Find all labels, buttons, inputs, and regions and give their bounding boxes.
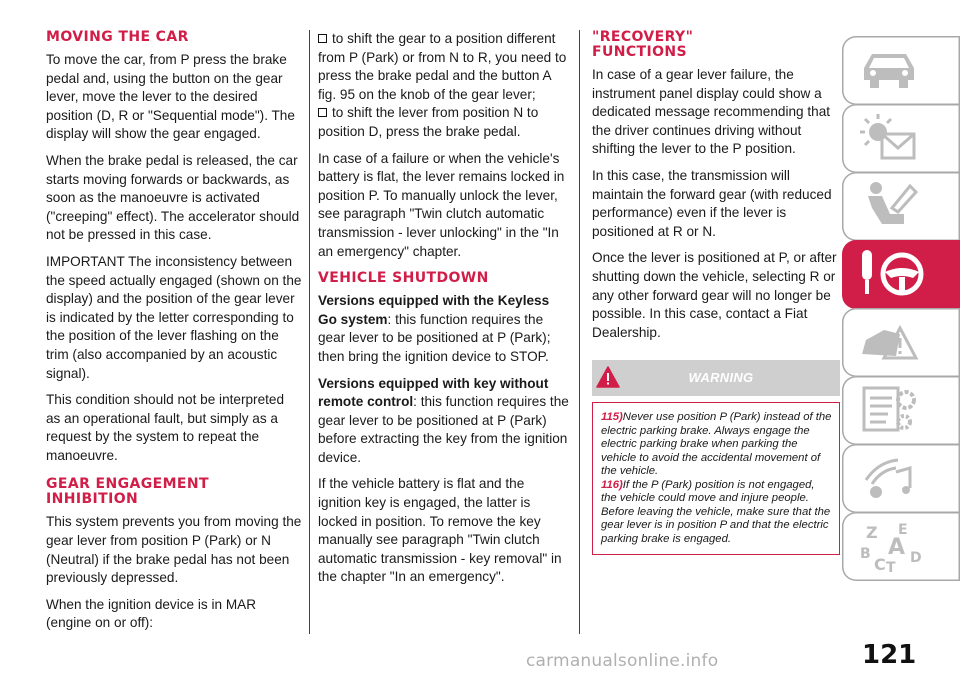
- svg-text:C: C: [874, 555, 886, 574]
- paragraph-keyless: Versions equipped with the Keyless Go system: this function requires the gear lever to be positioned at P (Park); then bring the ignition device to STOP.: [318, 293, 551, 364]
- warning-lights-icon: [856, 110, 926, 166]
- chapter-tab-emergency[interactable]: [842, 308, 960, 377]
- warning-item: 116)If the P (Park) position is not engaged, the vehicle could move and injure people. Before leaving the vehicle, make sure that the gear lever is in position P and that the electric parking brake is engaged.: [601, 478, 831, 545]
- heading-gear-engagement-inhibition: GEAR ENGAGEMENT INHIBITION: [46, 476, 209, 508]
- car-icon: [856, 42, 926, 98]
- paragraph: In case of a gear lever failure, the instrument panel display could show a dedicated message recommending that the driver continues driving without shifting the lever to the P position.: [592, 67, 831, 157]
- paragraph: In case of a failure or when the vehicle's battery is flat, the lever remains locked in position P. To manually unlock the lever, see paragraph "Twin clutch automatic transmission - lever unlocking" in the "In an emergency" chapter.: [318, 150, 565, 259]
- page-number: 121: [862, 640, 917, 670]
- checkbox-bullet-icon: [318, 34, 327, 43]
- column-2: [318, 30, 570, 595]
- paragraph: Once the lever is positioned at P, or after shutting down the vehicle, selecting R or any other forward gear will no longer be possible. In this case, contact a Fiat Dealership.: [592, 250, 837, 340]
- checkbox-bullet-icon: [318, 108, 327, 117]
- column-divider: [309, 30, 310, 634]
- heading-vehicle-shutdown: VEHICLE SHUTDOWN: [318, 270, 489, 287]
- column-1: [46, 30, 302, 641]
- svg-text:B: B: [860, 546, 871, 562]
- steering-wheel-key-icon: [856, 246, 936, 302]
- warning-box: [592, 402, 840, 555]
- warning-triangle-icon: [596, 366, 620, 388]
- emergency-triangle-icon: [856, 314, 926, 370]
- paragraph: IMPORTANT The inconsistency between the speed actually engaged (shown on the display) and the position of the gear lever is indicated by the letter corresponding to the position of the lever flashing on the trim (also accompanied by an acoustic signal).: [46, 253, 302, 381]
- warning-bar: [592, 360, 840, 396]
- watermark: carmanualsonline.info: [526, 651, 719, 671]
- bullet-item: to shift the gear to a position different from P (Park) or from N to R, you need to press the brake pedal and the button A fig. 95 on the knob of the gear lever;: [318, 31, 567, 102]
- chapter-tab-warning-lights[interactable]: [842, 104, 960, 173]
- paragraph: In this case, the transmission will maintain the forward gear (with reduced performance) even if the lever is positioned at R or N.: [592, 167, 832, 239]
- svg-text:E: E: [898, 522, 908, 538]
- chapter-tab-car[interactable]: [842, 36, 960, 105]
- column-3: [592, 30, 840, 555]
- svg-text:Z: Z: [866, 523, 878, 542]
- chapter-tab-safety[interactable]: [842, 172, 960, 241]
- paragraph: If the vehicle battery is flat and the ignition key is engaged, the latter is locked in position. To remove the key manually see paragraph "Twin clutch automatic transmission - key removal" in the chapter "In an emergency".: [318, 476, 562, 585]
- paragraph: When the brake pedal is released, the car starts moving forwards or backwards, as soon as the manoeuvre is activated ("creeping" effect). The accelerator should not be pressed in this case.: [46, 152, 300, 243]
- svg-text:A: A: [888, 535, 906, 560]
- seat-airbag-icon: [856, 178, 926, 234]
- svg-text:D: D: [910, 550, 922, 566]
- heading-recovery-functions: "RECOVERY" FUNCTIONS: [592, 29, 694, 60]
- multimedia-icon: [856, 450, 926, 506]
- svg-text:T: T: [886, 560, 896, 574]
- bullet-item: to shift the lever from position N to position D, press the brake pedal.: [318, 105, 539, 139]
- column-divider: [579, 30, 580, 634]
- index-letters-icon: [856, 518, 926, 574]
- maintenance-list-icon: [856, 382, 926, 438]
- chapter-tab-servicing[interactable]: [842, 376, 960, 445]
- paragraph: This system prevents you from moving the gear lever from position P (Park) or N (Neutral) if the brake pedal has not been previously depressed.: [46, 514, 302, 586]
- paragraph-remote: Versions equipped with key without remote control: this function requires the gear lever to be positioned at P (Park) before extracting the key from the ignition device.: [318, 375, 569, 465]
- chapter-tab-multimedia[interactable]: [842, 444, 960, 513]
- paragraph: When the ignition device is in MAR (engine on or off):: [46, 596, 257, 631]
- warning-item: 115)Never use position P (Park) instead of the electric parking brake. Always engage the electric parking brake when parking the vehicle to avoid the accidental movement of the vehicle.: [601, 411, 832, 478]
- heading-moving-the-car: MOVING THE CAR: [46, 29, 189, 45]
- warning-title: WARNING: [688, 370, 754, 386]
- chapter-tab-starting-driving[interactable]: [842, 240, 960, 309]
- paragraph: To move the car, from P press the brake pedal and, using the button on the gear lever, move the lever to the desired position (D, R or "Sequential mode"). The display will show the gear engaged.: [46, 52, 295, 142]
- chapter-tab-index[interactable]: [842, 512, 960, 581]
- paragraph: This condition should not be interpreted as an operational fault, but simply as a request by the system to repeat the manoeuvre.: [46, 392, 285, 463]
